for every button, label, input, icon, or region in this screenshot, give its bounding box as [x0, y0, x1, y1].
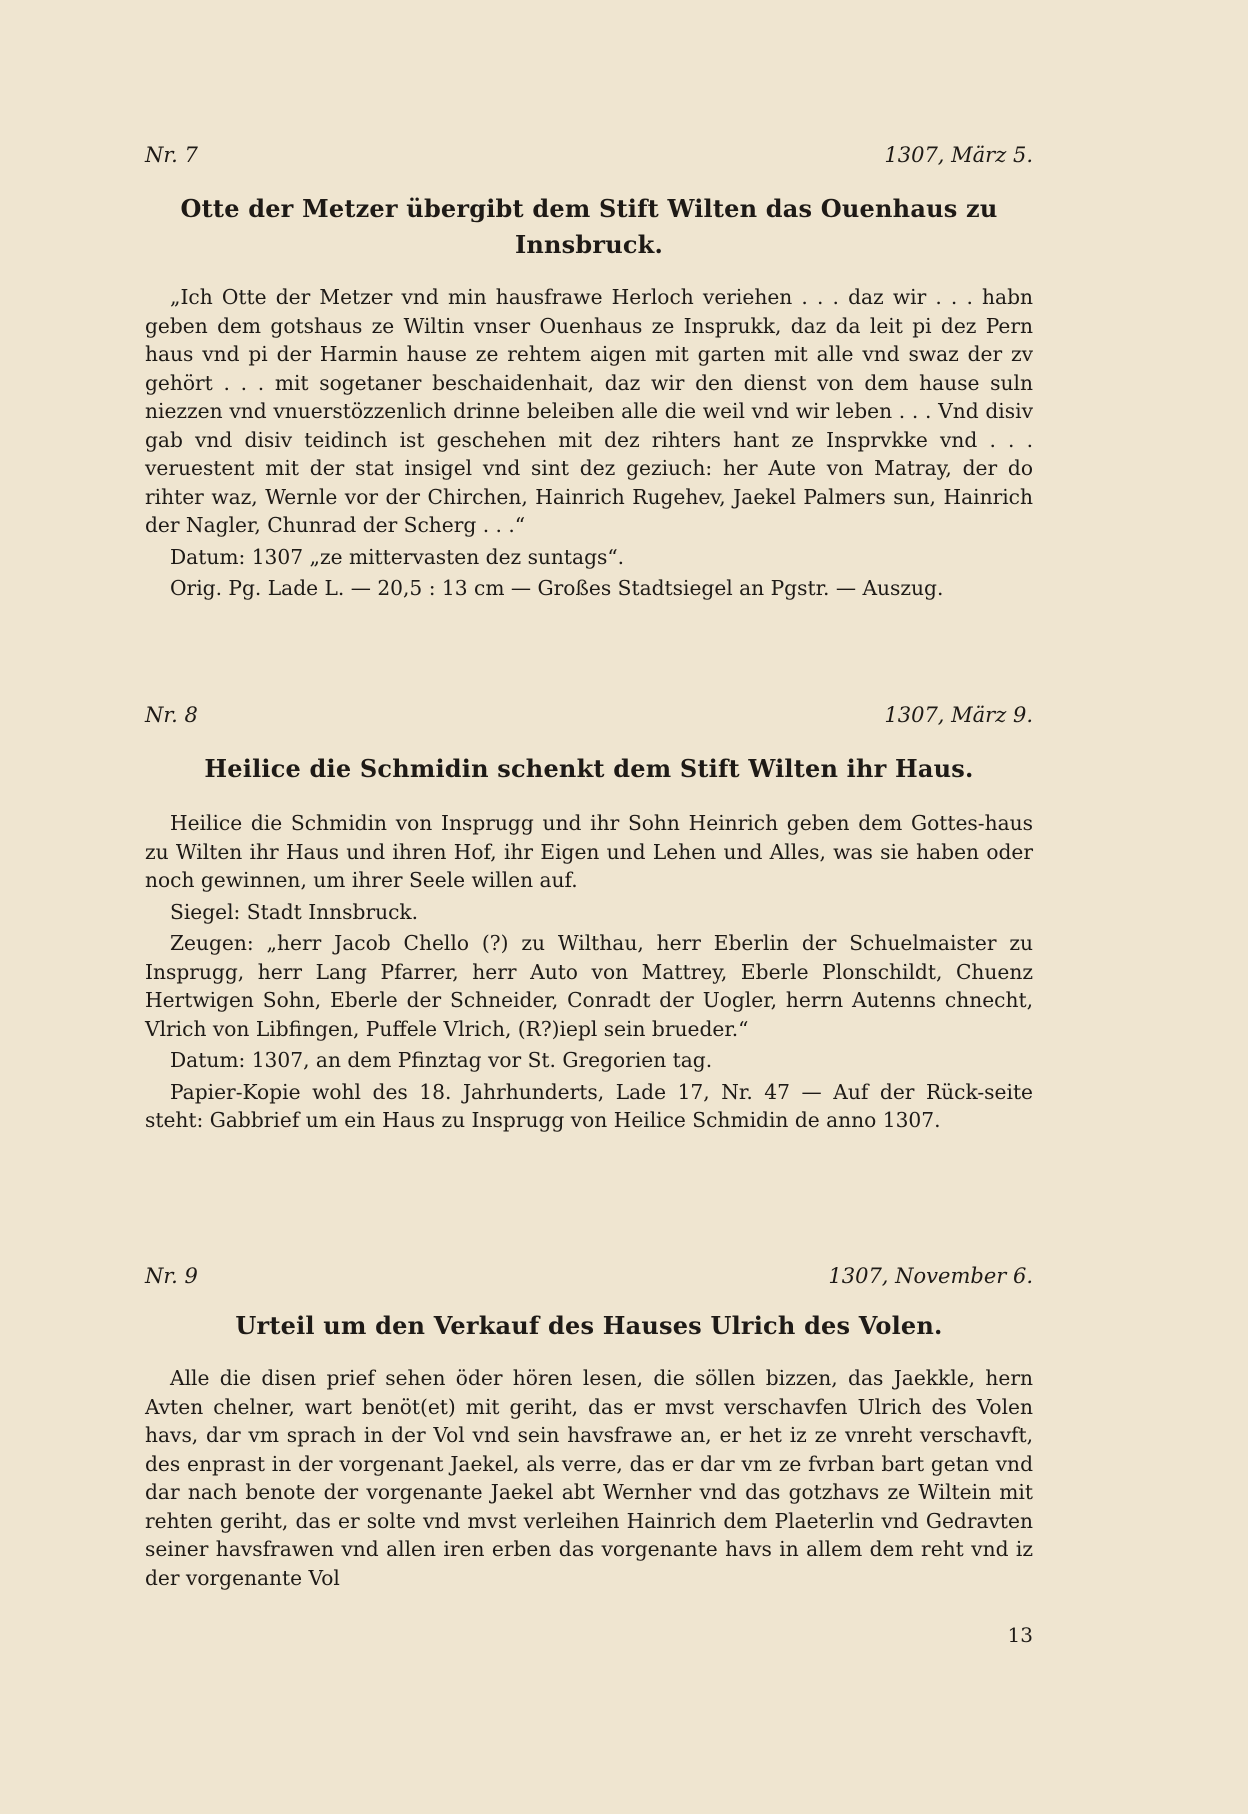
entry-title: Otte der Metzer übergibt dem Stift Wilten das Ouenhaus zu Innsbruck.: [180, 194, 998, 259]
entry-body: Alle die disen prief sehen öder hören lesen, die söllen bizzen, das Jaekkle, hern Avten chelner, wart benöt(et) mit geriht, das er mvst verschavfen Ulrich des Volen havs, dar vm sprach in der Vol vnd sein havsfrawe an, er het iz ze vnreht verschavft, des enprast in der vorgenant Jaekel, als verre, das er dar vm ze fvrban bart getan vnd dar nach benote der vorgenante Jaekel abt Wernher vnd das gotzhavs ze Wiltein mit rehten geriht, das er solte vnd mvst verleihen Hainrich dem Plaeterlin vnd Gedravten seiner havsfrawen vnd allen iren erben das vorgenante havs in allem dem reht vnd iz der vorgenante Vol: [145, 1366, 1033, 1590]
entry-header: [145, 703, 1033, 733]
entry-header: [145, 143, 1033, 173]
entry-nr-8: [145, 703, 1033, 1135]
entry-siegel: Siegel: Stadt Innsbruck.: [170, 899, 419, 924]
entry-date: 1307, November 6.: [828, 1264, 1033, 1288]
entry-number: Nr. 7: [145, 143, 198, 167]
entry-zeugen: Zeugen: „herr Jacob Chello (?) zu Wilthau, herr Eberlin der Schuelmaister zu Insprugg, herr Lang Pfarrer, herr Auto von Mattrey, Eberle Plonschildt, Chuenz Hertwigen Sohn, Eberle der Schneider, Conradt der Uogler, herrn Autenns chnecht, Vlrich von Libfingen, Puffele Vlrich, (R?)iepl sein brueder.“: [145, 931, 1033, 1041]
entry-datum: Datum: 1307, an dem Pfinztag vor St. Gregorien tag.: [170, 1048, 713, 1072]
entry-source: Papier-Kopie wohl des 18. Jahrhunderts, Lade 17, Nr. 47 — Auf der Rück-seite steht: Gabbrief um ein Haus zu Insprugg von Heilice Schmidin de anno 1307.: [145, 1079, 1033, 1132]
entry-nr-7: [145, 143, 1033, 603]
entry-title: Urteil um den Verkauf des Hauses Ulrich des Volen.: [235, 1311, 943, 1340]
entry-body: „Ich Otte der Metzer vnd min hausfrawe Herloch veriehen . . . daz wir . . . habn geben dem gotshaus ze Wiltin vnser Ouenhaus ze Insprukk, daz da leit pi dez Pern haus vnd pi der Harmin hause ze rehtem aigen mit garten mit alle vnd swaz der zv gehört . . . mit sogetaner beschaidenhait, daz wir den dienst von dem hause suln niezzen vnd vnuerstözzenlich drinne beleiben alle die weil vnd wir leben . . . Vnd disiv gab vnd disiv teidinch ist geschehen mit dez rihters hant ze Insprvkke vnd . . . veruestent mit der stat insigel vnd sint dez geziuch: her Aute von Matray, der do rihter waz, Wernle vor der Chirchen, Hainrich Rugehev, Jaekel Palmers sun, Hainrich der Nagler, Chunrad der Scherg . . .“: [145, 285, 1033, 537]
entry-body: Heilice die Schmidin von Insprugg und ihr Sohn Heinrich geben dem Gottes-haus zu Wilten ihr Haus und ihren Hof, ihr Eigen und Lehen und Alles, was sie haben oder noch gewinnen, um ihrer Seele willen auf.: [145, 811, 1033, 892]
entry-number: Nr. 9: [145, 1264, 198, 1288]
entry-title: Heilice die Schmidin schenkt dem Stift Wilten ihr Haus.: [204, 754, 974, 783]
entry-header: [145, 1264, 1033, 1294]
entry-nr-9: [145, 1264, 1033, 1592]
entry-datum: Datum: 1307 „ze mittervasten dez suntags“.: [170, 544, 625, 569]
page-number: 13: [1007, 1623, 1033, 1647]
entry-date: 1307, März 5.: [884, 143, 1033, 167]
entry-date: 1307, März 9.: [884, 703, 1033, 727]
entry-source: Orig. Pg. Lade L. — 20,5 : 13 cm — Großes Stadtsiegel an Pgstr. — Auszug.: [170, 576, 944, 600]
entry-number: Nr. 8: [145, 703, 198, 727]
